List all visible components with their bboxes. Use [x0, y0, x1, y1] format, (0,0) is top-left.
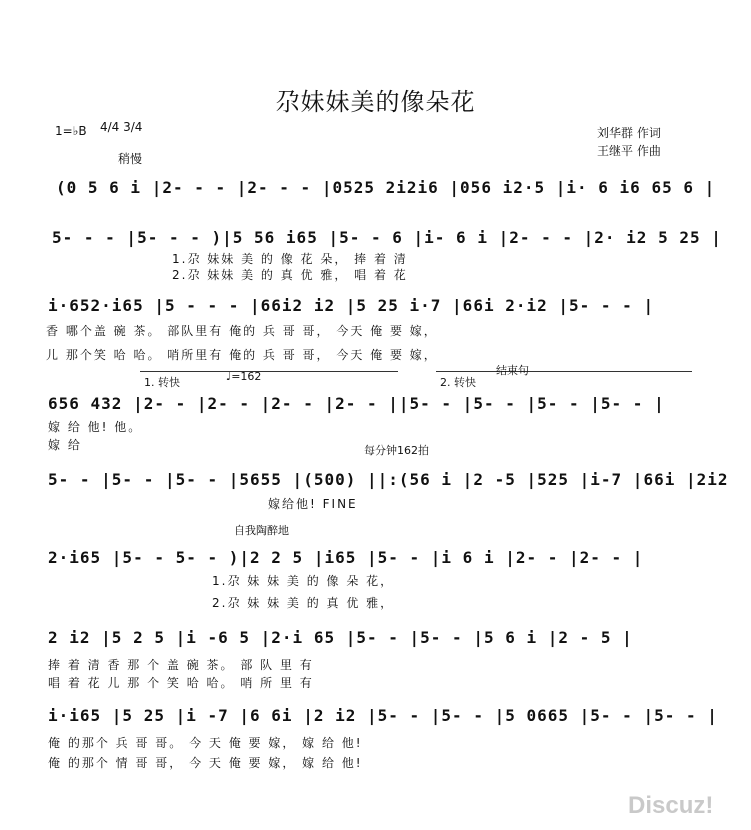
tempo-mark: 稍慢	[118, 152, 143, 166]
notation-line-8: i·i65 |5 25 |i -7 |6 6i |2 i2 |5- - |5- - |5 0665 |5- - |5- - |	[48, 706, 718, 725]
lyric-line-3a: 香 哪个盖 碗 茶。 部队里有 俺的 兵 哥 哥， 今天 俺 要 嫁，	[46, 324, 438, 338]
song-title: 尕妹妹美的像朵花	[275, 88, 476, 116]
lyric-line-3b: 儿 那个笑 哈 哈。 哨所里有 俺的 兵 哥 哥， 今天 俺 要 嫁，	[46, 348, 438, 362]
lyric-line-8b: 俺 的那个 情 哥 哥， 今 天 俺 要 嫁， 嫁 给 他!	[48, 756, 363, 770]
lyric-line-4a: 嫁 给 他! 他。	[48, 420, 143, 434]
notation-line-4: 656 432 |2- - |2- - |2- - |2- - ||5- - |5- - |5- - |5- - |	[48, 394, 665, 413]
lyric-line-6a: 1.尕 妹 妹 美 的 像 朵 花，	[212, 574, 395, 588]
lyric-line-2a: 1.尕 妹妹 美 的 像 花 朵， 捧 着 清	[172, 252, 408, 266]
ending-mark: 结束句	[496, 364, 529, 377]
notation-line-3: i·652·i65 |5 - - - |66i2 i2 |5 25 i·7 |66i 2·i2 |5- - - |	[48, 296, 655, 315]
notation-line-5: 5- - |5- - |5- - |5655 |(500) ||:(56 i |2 -5 |525 |i-7 |66i |2i2	[48, 470, 729, 489]
key-signature: 1=♭B	[55, 124, 87, 138]
volta-1-label: 1. 转快	[144, 376, 180, 389]
lyric-line-8a: 俺 的那个 兵 哥 哥。 今 天 俺 要 嫁， 嫁 给 他!	[48, 736, 363, 750]
notation-line-2: 5- - - |5- - - )|5 56 i65 |5- - 6 |i- 6 i |2- - - |2· i2 5 25 |	[52, 228, 722, 247]
composer-credit: 王继平 作曲	[597, 144, 661, 158]
lyricist-credit: 刘华群 作词	[597, 126, 661, 140]
lyric-line-5: 嫁给他! FINE	[268, 497, 358, 511]
lyric-line-4b: 嫁 给	[48, 438, 82, 452]
lyric-line-6b: 2.尕 妹 妹 美 的 真 优 雅，	[212, 596, 395, 610]
volta-2-label: 2. 转快	[440, 376, 476, 389]
lyric-line-7b: 唱 着 花 儿 那 个 笑 哈 哈。 哨 所 里 有	[48, 676, 314, 690]
tempo-text: 每分钟162拍	[364, 444, 429, 457]
notation-line-1: (0 5 6 i |2- - - |2- - - |0525 2i2i6 |056 i2·5 |i· 6 i6 65 6 |	[56, 178, 716, 197]
volta-1-bracket	[140, 371, 398, 372]
time-signature: 4/4 3/4	[100, 120, 143, 134]
notation-line-7: 2 i2 |5 2 5 |i -6 5 |2·i 65 |5- - |5- - |5 6 i |2 - 5 |	[48, 628, 633, 647]
discuz-watermark: Discuz!	[628, 792, 714, 819]
volta-2-bracket	[436, 371, 692, 372]
lyric-line-2b: 2.尕 妹妹 美 的 真 优 雅， 唱 着 花	[172, 268, 408, 282]
metronome-mark: ♩=162	[226, 370, 262, 383]
notation-line-6: 2·i65 |5- - 5- - )|2 2 5 |i65 |5- - |i 6 i |2- - |2- - |	[48, 548, 644, 567]
lyric-line-7a: 捧 着 清 香 那 个 盖 碗 茶。 部 队 里 有	[48, 658, 314, 672]
expression-mark: 自我陶醉地	[234, 524, 289, 537]
